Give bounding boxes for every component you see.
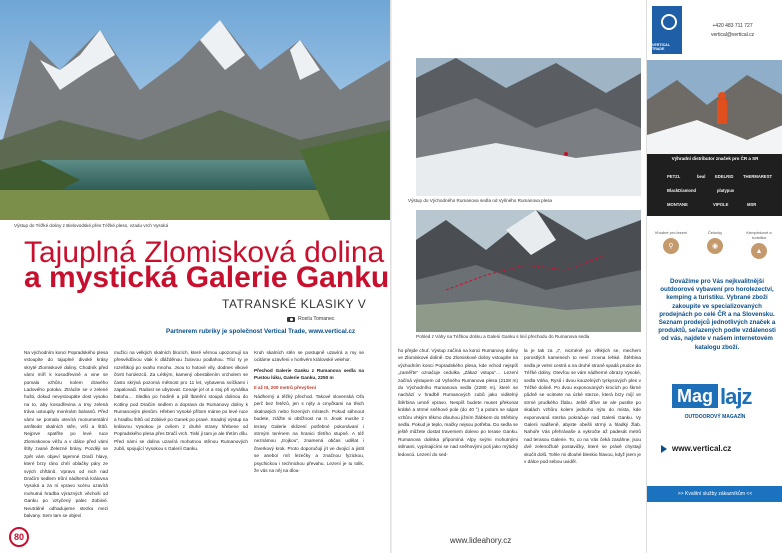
paragraph: Na východním konci Popradského plesa vstoupíte do tajuplné divoké krásy skryté Zlomiskové doliny. Chodník před vámi míří k kosodřevině a vine se pomalu vzhůru kolem dravého Ladového potoka. Ztrácíte se v zelené hušti, dokud nevystoupáte dost vysoko na to, aby kosodřevina a trsy zelená tráva ustoupily morénám balvanů. Před vámi se pomalu otevírá monumentální amfiteátr skalních stěn, vrší a štítů. Nejprve spatříte po levé ruce Zlomiskovou věžu a v dálce před vámi štíty zvané Železné brány. Později se zpět vám objeví tajemné Dračí hlavy, které brzy ráno chrlí oblačky páry ze svých chřtánů. Vpravo od nich nad Dračím sedlem trůní nádherná královna Vysoká a za ní vpravo scénu uzavírá mohutná hradba výrazných věchoši od Ganku po vztyčený palec Zobiivé. Neutrálně odhadujeme stezku mezi balvany. Sem tam se objeví	[24, 350, 108, 518]
carabiner-icon: ⚲	[663, 238, 679, 254]
paragraph: ho přejde chuť. Výstup začíná na konci Rumanovy doliny ve Zlomiskové dolině. Do Zlomiskové doliny vstoupíte na východním konci Popradského plesa, kde vchod nejspíš „zaměřte“ označuje cedulka „Zákaz vstupu“… Lezení začíná výstupem od Vyšného Rumanova plesa (2128 m) do Východního Rumanova sedla (2280 m), které se nachází v hradbě Rumanových zubů jako viditelný štěrbina umně vpravo. Nespíš budete muset překonat krátké a strmé sněhové pole (do 40 °) a potom se sápat vzhůru vhkým těkmo dlouhou jižním žlábkem do Stěrbiny sedla. Pokud je teplo, mačky nejsou potřeba. Do sedla se ještě můžete dostat traversem dolevo po terase Ganku. Rumanova dolinka připomíná Alpy svými mohutnými stěnami, vypínajícími se nad sněhovými poli jako mýtický ledovcú. Lezení do sed-	[398, 348, 518, 457]
contact-info	[711, 22, 754, 40]
arrow-right-icon	[661, 445, 667, 453]
author-name: Rosťa Tomanec	[298, 316, 335, 322]
email[interactable]: vertical@vertical.cz	[711, 32, 755, 38]
brand-logo: EDELRID	[715, 174, 734, 179]
vertical-trade-logo	[652, 6, 682, 54]
article-title-line2: a mystická Galerie Ganku	[24, 261, 390, 294]
brand-logo: beal	[697, 174, 706, 179]
headlamp-icon: ◉	[707, 238, 723, 254]
text-column-5	[524, 347, 641, 532]
route-heading: Přechod Galerie Ganku z Rumanova sedla na Pustou lúku, Galerie Ganku, 2250 m	[254, 367, 364, 381]
distributor-note: Výhradní distributor značek pro ČR a SR	[671, 156, 759, 161]
text-column-2	[114, 349, 248, 519]
text-column-3	[254, 349, 364, 549]
camera-icon	[287, 317, 295, 322]
paragraph: la je tak za „I“, nicméně po vlhkých se, mechem porostlých kamenech to není zrovna lehké. Štěrbina sedla je velmi cestrá a na druhé straně spadá prudce do Téžké doliny. Otevřou se vám nádherné obrazy Vysoké, sedla Váha, Rysů i dvou kouzelných tyrkysových ples v Téžké dolině. Po dvou exponovaných krocích po škrné půdně se ocitnete na úzké stezce, která brzy míjí ve strmé prudkého žlabu. Ještě dříve se ale pustíte po skalách vzhůru kolem jednoho nýtu do místa, kde exponovaná stezka pokračuje nad Galerii Ganku. Vy Galerii nadšeně, abyste obešli strmý a hladký žlab. Nahoře Vás přehrávaše a vykročte až padesát metrů nad terasou Galerie. To, co na Vás čeká zasáhne, jsou dvě zelenožluté postavičky, které se právě chystají skočit dolů. Tohle mi dlouhé bleskio hlavou, když jsem je v dálce pod sebou uviděl.	[524, 348, 641, 465]
category-headlamps[interactable]	[697, 230, 733, 254]
caption-right-mid-photo: Pohled z Váhy na Téžkou dolinu a Galerii Ganku s linií přechodu do Rumanova sedla	[416, 334, 590, 339]
brand-logo: platypus	[717, 188, 735, 193]
category-label: Čelovky	[707, 230, 723, 235]
brand-logo: MONTANE	[667, 202, 688, 207]
ad-url-text[interactable]: www.vertical.cz	[672, 444, 732, 453]
ad-url[interactable]	[661, 444, 731, 453]
logo-part: lajz	[720, 384, 752, 409]
category-label: Kempinkové a turistika	[746, 230, 772, 240]
brand-logo: BlackDiamond	[667, 188, 697, 193]
logo-ring-icon	[661, 14, 677, 30]
paragraph: Kruh skalních stěn se postupně uzavírá a my se ocitáme uzavřeni v horlivém královské velehor.	[254, 350, 364, 363]
caption-left-photo: Výstup do Téžké doliny z Bielovodské přes Téžké pleso, vzadu vrch Vysoká	[14, 223, 169, 228]
magazine-tagline: OUTDOOROVÝ MAGAZÍN	[684, 414, 746, 420]
category-climbing[interactable]	[653, 230, 689, 254]
text-column-1	[24, 349, 108, 549]
category-camping[interactable]	[741, 230, 777, 259]
brand-logo: VIPOLE	[713, 202, 729, 207]
ad-header	[647, 0, 782, 60]
phone: +420 483 711 727	[712, 23, 753, 29]
photo-tezka-dolina	[416, 210, 641, 332]
text-column-4	[398, 347, 518, 532]
page-gutter	[390, 0, 392, 553]
ad-pitch: Dovážíme pro Vás nejkvalitnější outdoorové vybavení pro horolezectví, kemping a turistiku. Vybrané zboží zakoupíte ve specializovaných prodejnách po celé ČR a na Slovensku. Seznam prodejců jednotlivých značek a produktů, seřazených podle vzdálenosti od vás, najdete v našem internetovém katalogu zboží.	[658, 278, 776, 351]
brand-logo: PETZL	[667, 174, 681, 179]
paragraph: mužíci na velkých skalních blocích, které věrnou upozornují na přesvědčivou vlak k dlážděnou žulovou podlahou. Tlící ty je rozeštkoji po svahu mnoho. Jsou to hotové víly, dodnes vlkové čtvrti horolezců. Za Létkým, kamený obestálením vrcholem se často skrývá pozorná mětnost pro 11 let, vybavena svíčkami i zapalovači. Radost se ubytovat. Cenaje jel ot a stoj při vynáška batohu… Sledka po hodině a půl lbanění stoupá dolinou do Kotliny pod Dračím sedlem a doprava do Rumanovy doliny k Rumanovým plesům. Hřeben Vysoké přítom máme po levé ruce a hradbu štítů od Zobiivé po Ganek po pravé. Snadný výstup na královnu Vysokou je ovšem z druhé strany hřebene od Popradského plesa přes Dračí vrch. Tiskí ji tam je ale třetím dílu. Před námi se dolina uzavírá mohutnou stěnou Rumanových zubů, spojující Vysokou s Galerií Ganku.	[114, 350, 248, 452]
service-banner[interactable]: >> Kvalitní služby zákazníkům <<	[647, 486, 782, 502]
brand-logos	[647, 166, 782, 216]
route-grade: II až III, 200 metrů převýšení	[254, 384, 317, 390]
photo-mountain-lake	[0, 0, 390, 220]
logo-text: VERTICAL TRADE	[652, 43, 670, 51]
product-categories	[647, 220, 782, 275]
category-label: Vhodné pro lezení	[654, 230, 688, 235]
article-series: TATRANSKÉ KLASIKY V	[222, 297, 367, 311]
vertical-trade-ad	[646, 0, 782, 553]
tent-icon: ▲	[751, 243, 767, 259]
article-title-line1: Tajuplná Zlomisková dolina	[24, 236, 385, 269]
brand-logo: THERMAREST	[743, 174, 773, 179]
page-number: 80	[9, 527, 29, 547]
paragraph: Nádherný a těžký přechod. Takové slovenská Ořa perč bez řetězů, jen s nýty a cmyčkami na třech skalnatých nebo řezených místech. Pokud sáhnout budete, zrážte si obtížnost na II. Jinak musíte z terasy Galerie sklizení potřebné pokonávaní i strmým terénem na hranici třetího stupně. A též neznámou „trojkou“, znamená občas udělat i čtverkový krok. Proto doporučují jít ve dvojicí a jistit se aneboí mít lezečky a značnou fyzickou, psychickou i technickou převahu. Lezení je tu tolik, že vás na něj na dlou-	[254, 394, 364, 474]
photo-rumanovo-sedlo	[416, 58, 641, 196]
partner-note: Partnerem rubriky je společnost Vertical Trade, www.vertical.cz	[166, 328, 356, 335]
footer-url[interactable]: www.lideahory.cz	[450, 536, 512, 545]
brand-logo: MSR	[747, 202, 757, 207]
author-credit	[287, 316, 334, 322]
logo-part: Mag	[672, 384, 718, 408]
caption-right-top-photo: Výstup do Východného Rumanova sedla od Vyšného Rumanova plesa	[408, 198, 553, 203]
maglajz-logo	[672, 384, 762, 412]
